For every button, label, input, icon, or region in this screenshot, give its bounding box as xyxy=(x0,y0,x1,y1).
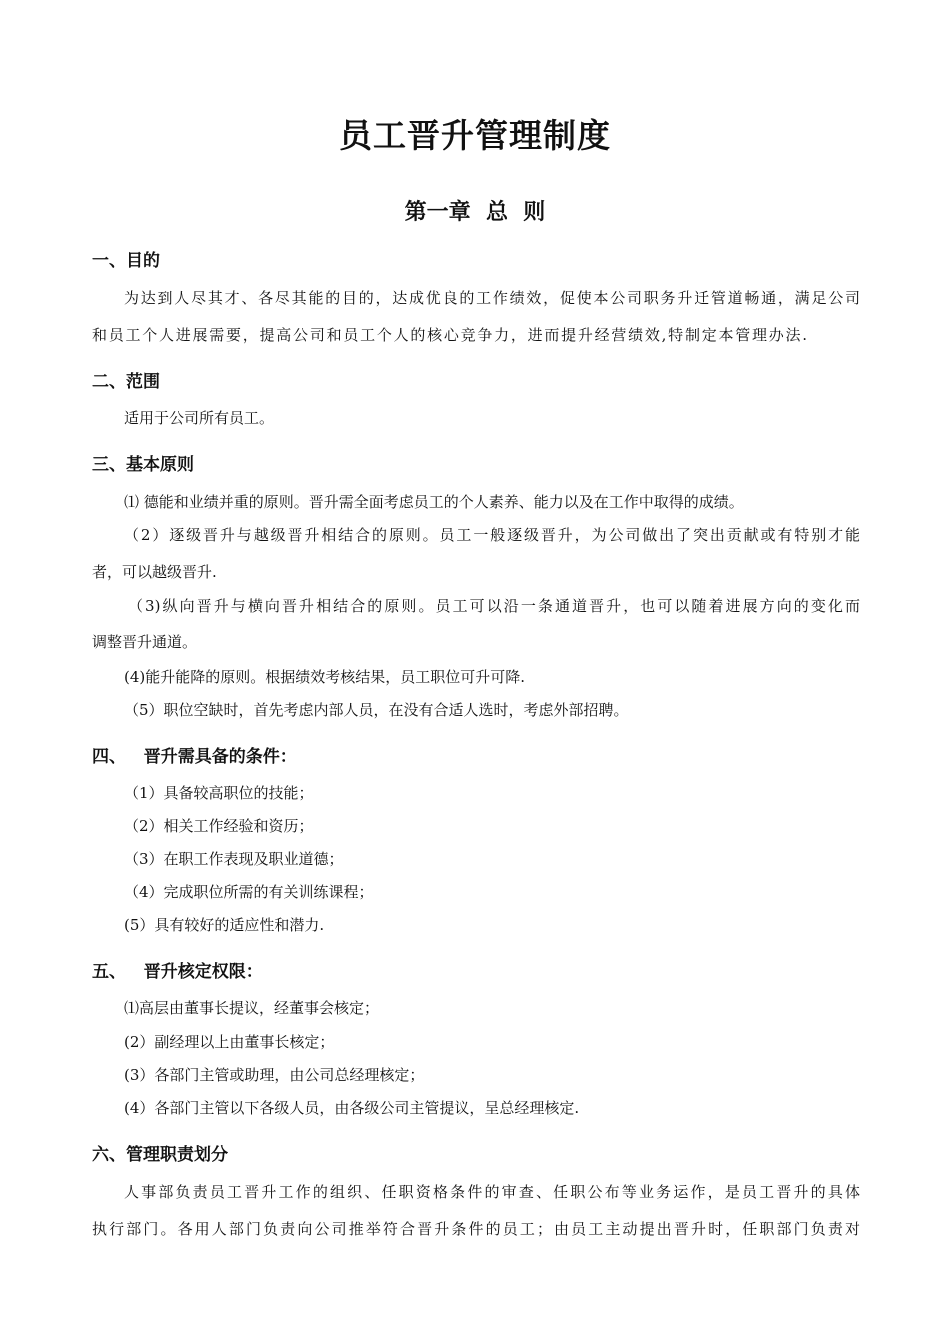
paragraph-line: 适用于公司所有员工。 xyxy=(124,409,275,427)
list-item: ⑴高层由董事长提议，经董事会核定； xyxy=(124,999,380,1017)
list-item: （3）在职工作表现及职业道德； xyxy=(124,850,344,868)
paragraph-line: 人事部负责员工晋升工作的组织、任职资格条件的审查、任职公布等业务运作，是员工晋升的具体 xyxy=(124,1183,860,1201)
list-item: (4）各部门主管以下各级人员，由各级公司主管提议，呈总经理核定. xyxy=(124,1099,580,1117)
paragraph-line: 和员工个人进展需要，提高公司和员工个人的核心竞争力，进而提升经营绩效,特制定本管理办法. xyxy=(92,326,807,344)
list-item-continuation: 者，可以越级晋升. xyxy=(92,563,217,581)
list-item-continuation: 调整晋升通道。 xyxy=(92,633,198,651)
list-item: （2）逐级晋升与越级晋升相结合的原则。员工一般逐级晋升，为公司做出了突出贡献或有特别才能 xyxy=(124,526,860,544)
list-item: (3）各部门主管或助理，由公司总经理核定； xyxy=(124,1066,425,1084)
section-heading-purpose: 一、目的 xyxy=(92,251,160,271)
section-heading-authority: 五、 晋升核定权限： xyxy=(92,962,263,982)
list-item: (4)能升能降的原则。根据绩效考核结果，员工职位可升可降. xyxy=(124,668,526,686)
chapter-title: 第一章 总 则 xyxy=(404,199,546,225)
list-item: (2）副经理以上由董事长核定； xyxy=(124,1033,335,1051)
section-heading-responsibilities: 六、管理职责划分 xyxy=(92,1145,228,1165)
document-title: 员工晋升管理制度 xyxy=(339,116,611,155)
paragraph-line: 执行部门。各用人部门负责向公司推举符合晋升条件的员工；由员工主动提出晋升时，任职部门负责对 xyxy=(92,1220,860,1238)
section-heading-scope: 二、范围 xyxy=(92,372,160,392)
list-item: （2）相关工作经验和资历； xyxy=(124,817,314,835)
list-item: （3)纵向晋升与横向晋升相结合的原则。员工可以沿一条通道晋升，也可以随着进展方向的变化而 xyxy=(128,597,860,615)
section-heading-principles: 三、基本原则 xyxy=(92,455,194,475)
list-item: （4）完成职位所需的有关训练课程； xyxy=(124,883,374,901)
paragraph-line: 为达到人尽其才、各尽其能的目的，达成优良的工作绩效，促使本公司职务升迁管道畅通，满足公司 xyxy=(124,289,860,307)
section-heading-requirements: 四、 晋升需具备的条件： xyxy=(92,747,297,767)
list-item: ⑴ 德能和业绩并重的原则。晋升需全面考虑员工的个人素养、能力以及在工作中取得的成绩。 xyxy=(124,493,744,511)
list-item: （5）职位空缺时，首先考虑内部人员，在没有合适人选时，考虑外部招聘。 xyxy=(124,701,629,719)
list-item: （1）具备较高职位的技能； xyxy=(124,784,314,802)
list-item: (5）具有较好的适应性和潜力. xyxy=(124,916,325,934)
